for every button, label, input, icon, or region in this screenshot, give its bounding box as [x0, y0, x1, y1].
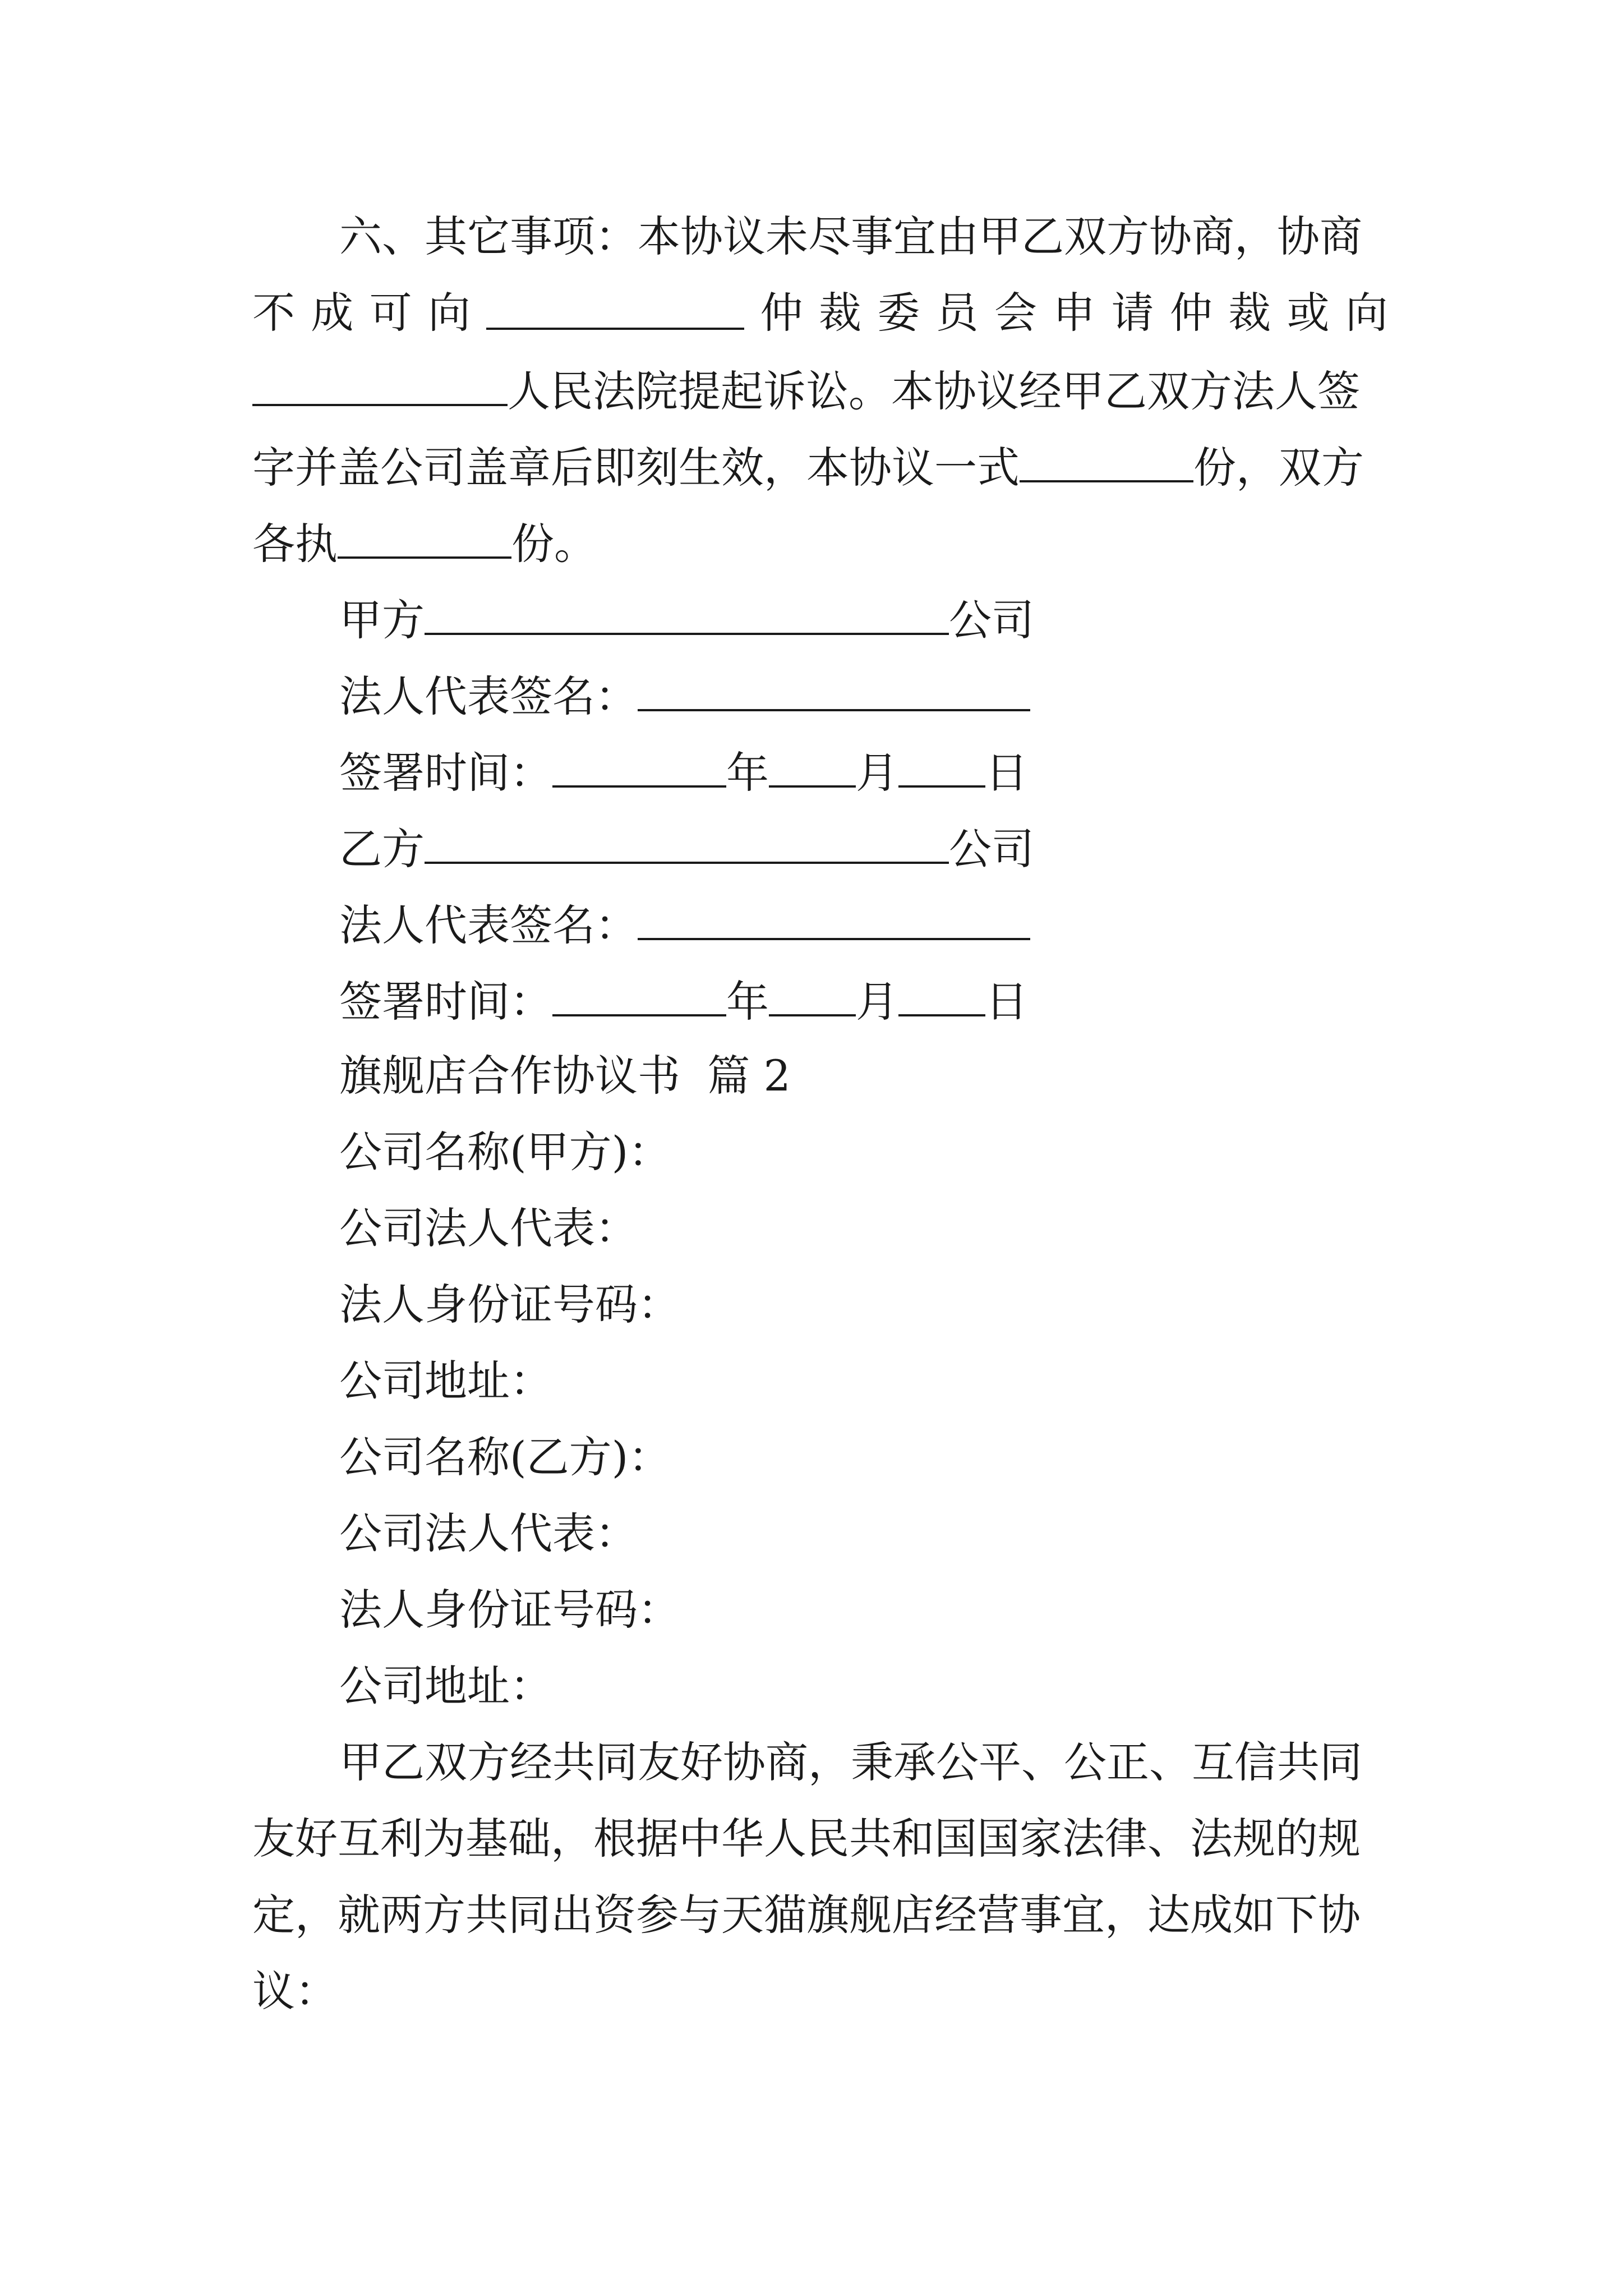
arbitration-blank[interactable]: [486, 285, 744, 330]
text-run: 字并盖公司盖章后即刻生效，本协议一式: [252, 443, 1020, 493]
party-a-year-blank[interactable]: [552, 743, 726, 788]
party-b-label: 乙方: [339, 824, 425, 874]
text-char: 会: [994, 288, 1037, 338]
text-char: 请: [1111, 288, 1154, 338]
text-char: 向: [427, 288, 471, 338]
party-a-month-blank[interactable]: [769, 743, 856, 788]
party-b-date-line: [339, 972, 1028, 1028]
section6-line4: [252, 438, 1364, 494]
text-char: 申: [1053, 288, 1096, 338]
copies-each-blank[interactable]: [338, 514, 511, 559]
text-char: 仲: [1169, 288, 1212, 338]
party-a-day-blank[interactable]: [898, 743, 985, 788]
party-b-suffix: 公司: [949, 824, 1034, 874]
section6-line1: 六、其它事项：本协议未尽事宜由甲乙双方协商，协商: [339, 211, 1362, 261]
field-legal-rep-a: 公司法人代表：: [339, 1203, 638, 1253]
text-char: 可: [369, 288, 412, 338]
text-char: 裁: [1228, 288, 1271, 338]
text-char: 裁: [818, 288, 861, 338]
text-char: 向: [1345, 288, 1388, 338]
day-label: 日: [985, 748, 1028, 798]
text-char: 不: [252, 288, 295, 338]
month-label: 月: [856, 977, 898, 1027]
intro-line4: 议：: [252, 1966, 338, 2016]
copies-total-blank[interactable]: [1020, 438, 1193, 482]
year-label: 年: [726, 748, 769, 798]
text-run: 人民法院提起诉讼。本协议经甲乙双方法人签: [508, 366, 1360, 416]
party-a-sign-line: [339, 666, 1030, 723]
party-b-year-blank[interactable]: [552, 972, 726, 1016]
party-a-line: [339, 590, 1034, 646]
field-address-b: 公司地址：: [339, 1661, 552, 1711]
field-id-number-b: 法人身份证号码：: [339, 1585, 680, 1635]
intro-line3: 定，就两方共同出资参与天猫旗舰店经营事宜，达成如下协: [252, 1890, 1361, 1940]
intro-line1: 甲乙双方经共同友好协商，秉承公平、公正、互信共同: [339, 1737, 1362, 1787]
article2-title: 旗舰店合作协议书 篇 2: [339, 1051, 791, 1101]
text-run: 各执: [252, 519, 338, 569]
field-id-number-a: 法人身份证号码：: [339, 1280, 680, 1329]
section6-line3: [252, 361, 1360, 417]
text-char: 成: [311, 288, 354, 338]
party-b-sign-label: 法人代表签名：: [339, 900, 638, 950]
text-char: 员: [935, 288, 979, 338]
party-a-sign-label: 法人代表签名：: [339, 671, 638, 721]
party-b-company-blank[interactable]: [425, 819, 949, 864]
text-char: 委: [877, 288, 920, 338]
field-legal-rep-b: 公司法人代表：: [339, 1508, 638, 1558]
party-a-date-label: 签署时间：: [339, 748, 552, 798]
party-a-label: 甲方: [339, 595, 425, 645]
year-label: 年: [726, 977, 769, 1027]
text-run: 份。: [511, 519, 597, 569]
party-b-line: [339, 819, 1034, 875]
party-a-date-line: [339, 743, 1028, 799]
party-b-month-blank[interactable]: [769, 972, 856, 1016]
field-address-a: 公司地址：: [339, 1356, 552, 1406]
party-b-sign-line: [339, 895, 1030, 951]
day-label: 日: [985, 977, 1028, 1027]
court-blank[interactable]: [252, 361, 508, 406]
party-b-sign-blank[interactable]: [638, 895, 1030, 940]
text-char: 仲: [760, 288, 803, 338]
party-a-sign-blank[interactable]: [638, 666, 1030, 711]
field-company-name-b: 公司名称(乙方)：: [339, 1432, 671, 1482]
month-label: 月: [856, 748, 898, 798]
intro-line2: 友好互利为基础，根据中华人民共和国国家法律、法规的规: [252, 1814, 1361, 1864]
section6-line2: [252, 285, 1388, 341]
text-char: 或: [1287, 288, 1330, 338]
party-b-date-label: 签署时间：: [339, 977, 552, 1027]
party-b-day-blank[interactable]: [898, 972, 985, 1016]
party-a-company-blank[interactable]: [425, 590, 949, 635]
section6-line5: [252, 514, 597, 570]
party-a-suffix: 公司: [949, 595, 1034, 645]
text-run: 份，双方: [1193, 443, 1364, 493]
field-company-name-a: 公司名称(甲方)：: [339, 1127, 671, 1177]
